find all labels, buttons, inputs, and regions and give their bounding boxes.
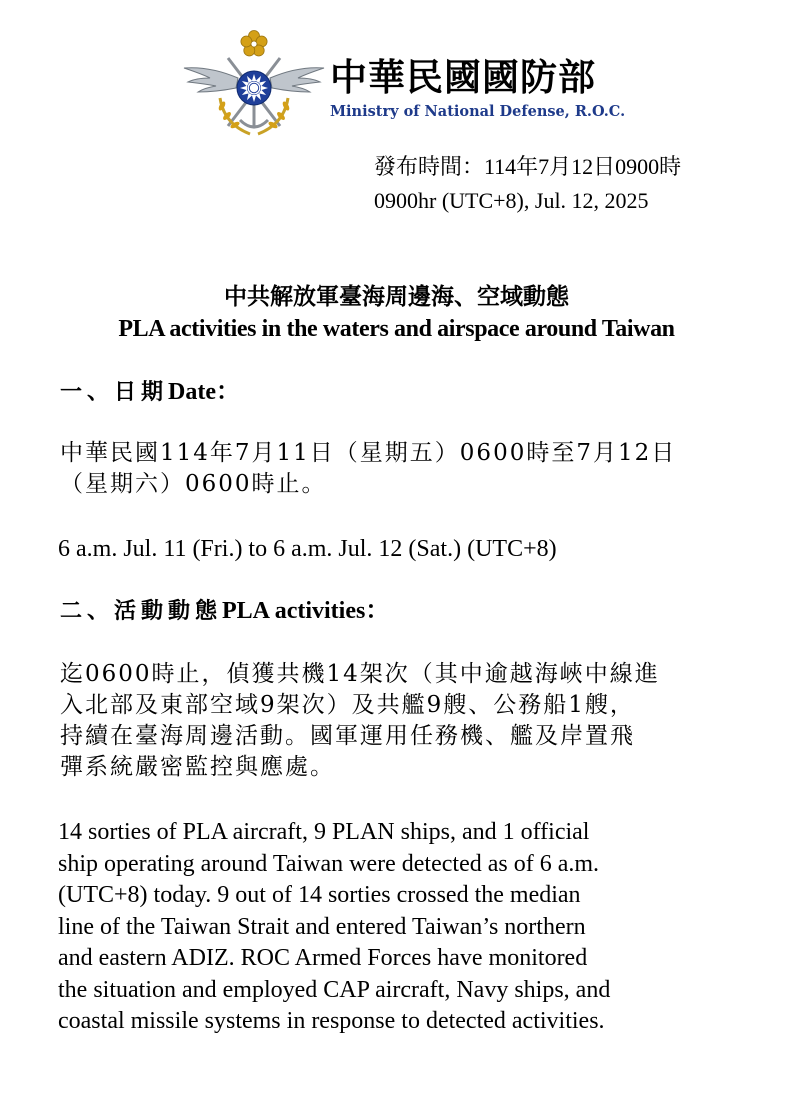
activities-line: 迄0600時止，偵獲共機14架次（其中逾越海峽中線進 [60, 661, 660, 687]
page-title-zh: 中共解放軍臺海周邊海、空域動態 [224, 283, 569, 310]
date-paragraph-en [58, 534, 748, 566]
page-title-en: PLA activities in the waters and airspace around Taiwan [118, 316, 675, 342]
org-name-zh: 中華民國國防部 [330, 56, 596, 99]
section-heading-date-en: Date： [168, 379, 240, 405]
release-time-en: 0900hr (UTC+8), Jul. 12, 2025 [374, 188, 649, 213]
activities-line-en: coastal missile systems in response to detected activities. [58, 1008, 605, 1034]
date-line: 中華民國114年7月11日（星期五）0600時至7月12日 [60, 440, 677, 466]
section-heading-date [60, 377, 240, 407]
activities-paragraph-en [58, 817, 748, 1038]
mnd-emblem-icon [180, 28, 328, 140]
date-paragraph-zh [60, 438, 740, 500]
activities-line-en: ship operating around Taiwan were detected as of 6 a.m. [58, 850, 600, 877]
date-line: （星期六）0600時止。 [60, 471, 327, 497]
section-heading-activities [60, 596, 389, 626]
activities-line-en: (UTC+8) today. 9 out of 14 sorties crossed the median [58, 882, 581, 908]
activities-line-en: line of the Taiwan Strait and entered Taiwan’s northern [58, 913, 586, 940]
activities-line-en: the situation and employed CAP aircraft, Navy ships, and [58, 976, 611, 1003]
date-line-en: 6 a.m. Jul. 11 (Fri.) to 6 a.m. Jul. 12 (Sat.) (UTC+8) [58, 536, 557, 562]
activities-line: 入北部及東部空域9架次）及共艦9艘、公務船1艘， [60, 692, 635, 718]
section-heading-activities-zh: 二、活動動態 [60, 598, 223, 624]
release-time [374, 150, 681, 218]
release-time-zh: 發布時間：114年7月12日0900時 [374, 154, 682, 179]
org-name-en: Ministry of National Defense, R.O.C. [330, 103, 626, 120]
activities-line: 彈系統嚴密監控與應處。 [60, 754, 335, 780]
activities-line-en: 14 sorties of PLA aircraft, 9 PLAN ships, and 1 official [58, 819, 590, 845]
section-heading-date-zh: 一、日期 [60, 379, 169, 405]
section-heading-activities-en: PLA activities： [222, 598, 390, 624]
activities-paragraph-zh [60, 659, 740, 783]
activities-line: 持續在臺海周邊活動。國軍運用任務機、艦及岸置飛 [60, 723, 635, 749]
activities-line-en: and eastern ADIZ. ROC Armed Forces have monitored [58, 945, 588, 971]
